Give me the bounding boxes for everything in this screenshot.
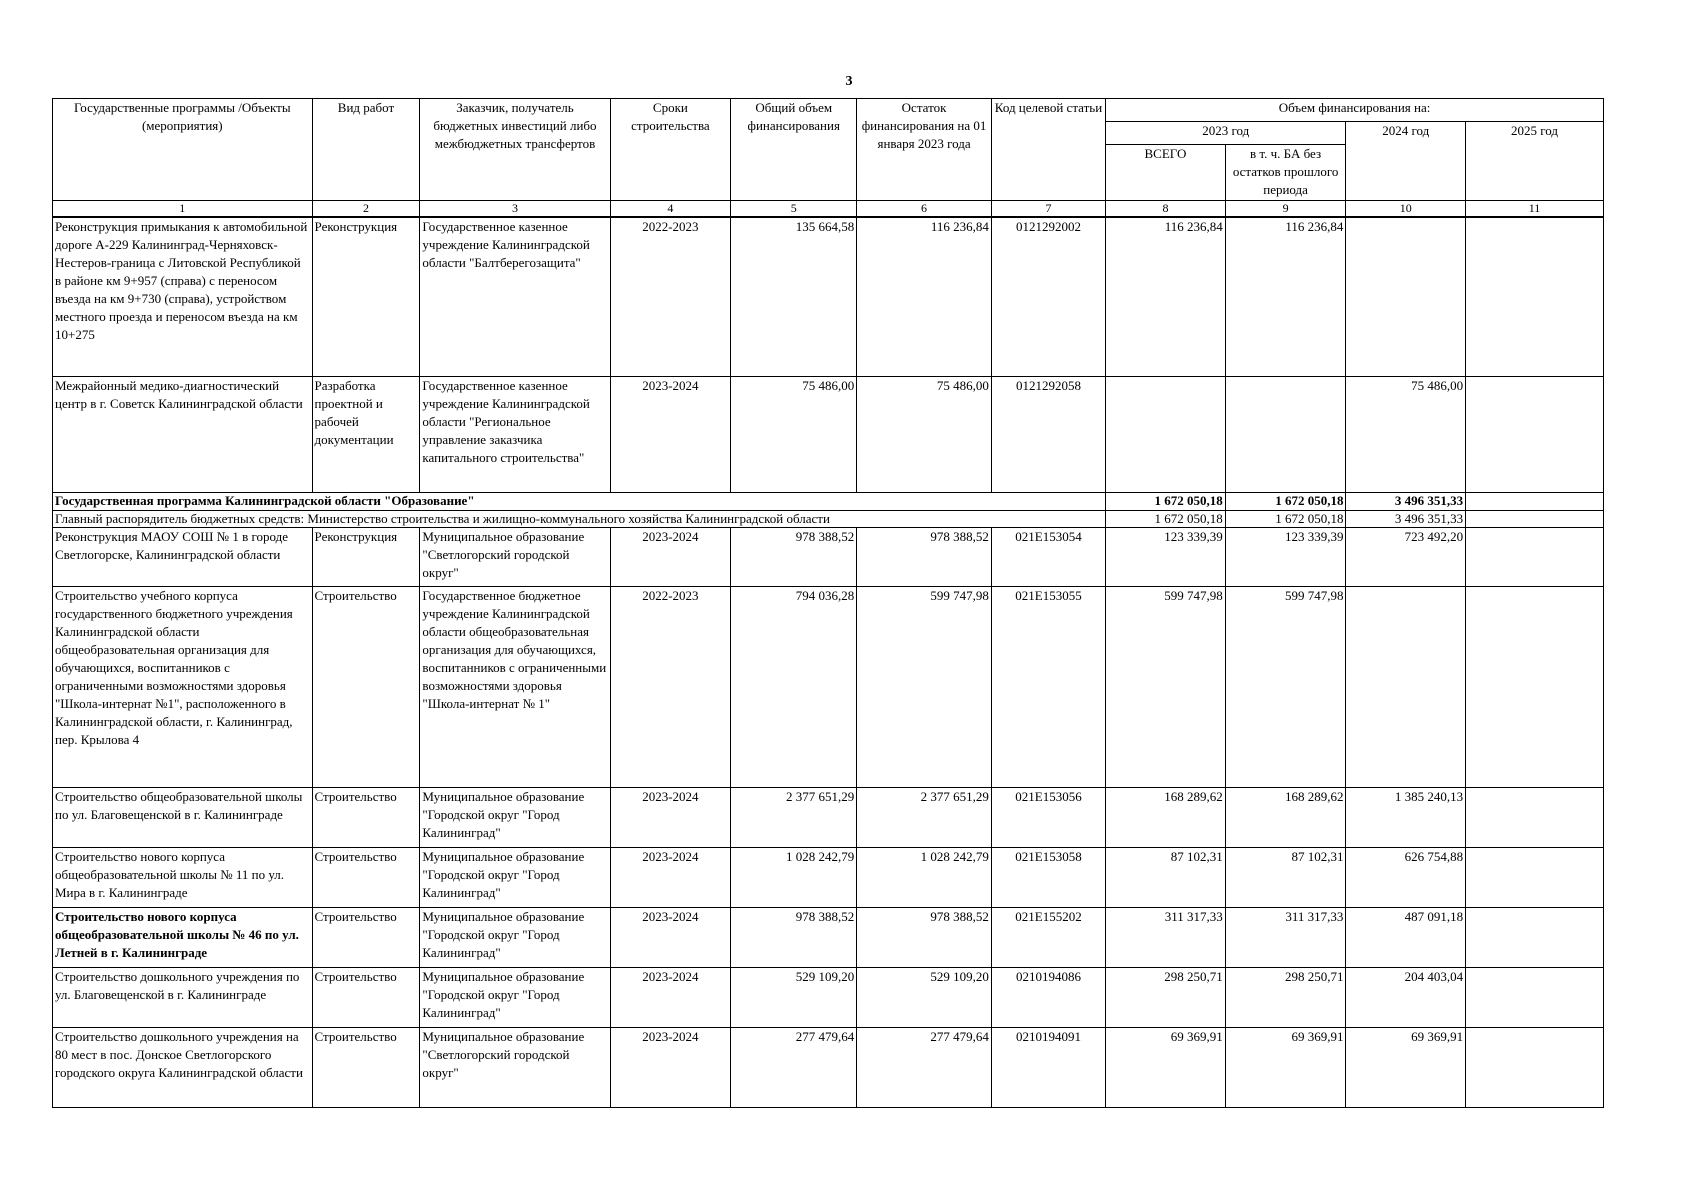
terms: 2023-2024: [610, 377, 731, 493]
work-type: Реконструкция: [312, 217, 420, 376]
total-financing: 75 486,00: [731, 377, 857, 493]
y2023-ba: 87 102,31: [1225, 848, 1346, 908]
remainder: 978 388,52: [857, 528, 992, 587]
program-title: Государственная программа Калининградской области "Образование": [53, 493, 1106, 511]
total-financing: 978 388,52: [731, 908, 857, 968]
table-row: [53, 217, 1604, 376]
customer: Государственное бюджетное учреждение Калининградской области общеобразовательная организация для обучающихся, воспитанников с ограниченными возможностями здоровья "Школа-интернат № 1": [420, 587, 610, 788]
remainder: 75 486,00: [857, 377, 992, 493]
y2023-all: 599 747,98: [1106, 587, 1226, 788]
table-row: [53, 788, 1604, 848]
header-customer: Заказчик, получатель бюджетных инвестиций либо межбюджетных трансфертов: [420, 99, 610, 201]
table-row: [53, 1028, 1604, 1108]
terms: 2023-2024: [610, 908, 731, 968]
object-name: Строительство нового корпуса общеобразовательной школы № 11 по ул. Мира в г. Калининграде: [53, 848, 313, 908]
y2025: [1466, 848, 1604, 908]
object-name: Межрайонный медико-диагностический центр в г. Советск Калининградской области: [53, 377, 313, 493]
work-type: Строительство: [312, 968, 420, 1028]
table-row: [53, 848, 1604, 908]
work-type: Строительство: [312, 788, 420, 848]
customer: Государственное казенное учреждение Калининградской области "Балтберегозащита": [420, 217, 610, 376]
total-financing: 2 377 651,29: [731, 788, 857, 848]
object-name: Строительство общеобразовательной школы по ул. Благовещенской в г. Калининграде: [53, 788, 313, 848]
y2023-all: 69 369,91: [1106, 1028, 1226, 1108]
remainder: 277 479,64: [857, 1028, 992, 1108]
column-numbers-row: [53, 201, 1604, 218]
header-2023-ba: в т. ч. БА без остатков прошлого периода: [1225, 144, 1346, 201]
y2024: 723 492,20: [1346, 528, 1466, 587]
manager-y2023-ba: 1 672 050,18: [1225, 510, 1346, 528]
terms: 2023-2024: [610, 968, 731, 1028]
y2024: 204 403,04: [1346, 968, 1466, 1028]
total-financing: 794 036,28: [731, 587, 857, 788]
financing-table: [52, 98, 1604, 1108]
object-name: Строительство нового корпуса общеобразовательной школы № 46 по ул. Летней в г. Калининграде: [53, 908, 313, 968]
column-number: 10: [1346, 201, 1466, 218]
y2023-all: 87 102,31: [1106, 848, 1226, 908]
customer: Муниципальное образование "Городской округ "Город Калининград": [420, 848, 610, 908]
program-row: [53, 493, 1604, 511]
y2023-all: 168 289,62: [1106, 788, 1226, 848]
target-code: 021E153058: [991, 848, 1105, 908]
column-number: 5: [731, 201, 857, 218]
y2024: 487 091,18: [1346, 908, 1466, 968]
y2023-all: 123 339,39: [1106, 528, 1226, 587]
target-code: 021E153054: [991, 528, 1105, 587]
remainder: 116 236,84: [857, 217, 992, 376]
y2025: [1466, 528, 1604, 587]
customer: Муниципальное образование "Светлогорский городской округ": [420, 528, 610, 587]
terms: 2023-2024: [610, 848, 731, 908]
header-work-type: Вид работ: [312, 99, 420, 201]
remainder: 529 109,20: [857, 968, 992, 1028]
column-number: 9: [1225, 201, 1346, 218]
manager-y2023-all: 1 672 050,18: [1106, 510, 1226, 528]
total-financing: 978 388,52: [731, 528, 857, 587]
y2023-ba: 123 339,39: [1225, 528, 1346, 587]
work-type: Строительство: [312, 587, 420, 788]
target-code: 0210194086: [991, 968, 1105, 1028]
target-code: 0210194091: [991, 1028, 1105, 1108]
manager-y2024: 3 496 351,33: [1346, 510, 1466, 528]
terms: 2022-2023: [610, 587, 731, 788]
table-row: [53, 587, 1604, 788]
column-number: 4: [610, 201, 731, 218]
terms: 2023-2024: [610, 528, 731, 587]
column-number: 6: [857, 201, 992, 218]
header-total: Общий объем финансирования: [731, 99, 857, 201]
work-type: Строительство: [312, 848, 420, 908]
target-code: 021E153055: [991, 587, 1105, 788]
page-number: 3: [845, 74, 853, 89]
terms: 2023-2024: [610, 788, 731, 848]
y2024: [1346, 217, 1466, 376]
y2025: [1466, 788, 1604, 848]
manager-row: [53, 510, 1604, 528]
y2023-all: [1106, 377, 1226, 493]
table-row: [53, 968, 1604, 1028]
y2023-all: 311 317,33: [1106, 908, 1226, 968]
y2024: 69 369,91: [1346, 1028, 1466, 1108]
remainder: 2 377 651,29: [857, 788, 992, 848]
header-2025: 2025 год: [1466, 121, 1604, 201]
program-y2024: 3 496 351,33: [1346, 493, 1466, 511]
header-terms: Сроки строительства: [610, 99, 731, 201]
remainder: 1 028 242,79: [857, 848, 992, 908]
header-code: Код целевой статьи: [991, 99, 1105, 201]
y2023-ba: 69 369,91: [1225, 1028, 1346, 1108]
header-row: [53, 99, 1604, 122]
work-type: Строительство: [312, 1028, 420, 1108]
terms: 2022-2023: [610, 217, 731, 376]
manager-y2025: [1466, 510, 1604, 528]
target-code: 021E153056: [991, 788, 1105, 848]
customer: Муниципальное образование "Городской округ "Город Калининград": [420, 788, 610, 848]
terms: 2023-2024: [610, 1028, 731, 1108]
total-financing: 135 664,58: [731, 217, 857, 376]
y2023-ba: 599 747,98: [1225, 587, 1346, 788]
y2023-ba: [1225, 377, 1346, 493]
table-row: [53, 908, 1604, 968]
object-name: Строительство учебного корпуса государственного бюджетного учреждения Калининградской области общеобразовательная организация для обучающихся, воспитанников с ограниченными возможностями здоровья "Школа-интернат №1", расположенного в Калининградской области, г. Калининград, пер. Крылова 4: [53, 587, 313, 788]
work-type: Разработка проектной и рабочей документации: [312, 377, 420, 493]
y2023-ba: 311 317,33: [1225, 908, 1346, 968]
column-number: 3: [420, 201, 610, 218]
y2023-all: 298 250,71: [1106, 968, 1226, 1028]
y2025: [1466, 908, 1604, 968]
column-number: 7: [991, 201, 1105, 218]
y2024: 1 385 240,13: [1346, 788, 1466, 848]
object-name: Строительство дошкольного учреждения на 80 мест в пос. Донское Светлогорского городского округа Калининградской области: [53, 1028, 313, 1108]
total-financing: 277 479,64: [731, 1028, 857, 1108]
y2024: 75 486,00: [1346, 377, 1466, 493]
column-number: 1: [53, 201, 313, 218]
program-y2025: [1466, 493, 1604, 511]
customer: Муниципальное образование "Светлогорский городской округ": [420, 1028, 610, 1108]
y2025: [1466, 1028, 1604, 1108]
column-number: 8: [1106, 201, 1226, 218]
header-remainder: Остаток финансирования на 01 января 2023 года: [857, 99, 992, 201]
customer: Муниципальное образование "Городской округ "Город Калининград": [420, 908, 610, 968]
y2023-ba: 168 289,62: [1225, 788, 1346, 848]
object-name: Реконструкция примыкания к автомобильной дороге А-229 Калининград-Черняховск-Нестеров-граница с Литовской Республикой в районе км 9+957 (справа) с переносом въезда на км 9+730 (справа), устройством местного проезда и переносом въезда на км 10+275: [53, 217, 313, 376]
y2025: [1466, 377, 1604, 493]
header-funding: Объем финансирования на:: [1106, 99, 1604, 122]
column-number: 2: [312, 201, 420, 218]
object-name: Реконструкция МАОУ СОШ № 1 в городе Светлогорске, Калининградской области: [53, 528, 313, 587]
column-number: 11: [1466, 201, 1604, 218]
header-2024: 2024 год: [1346, 121, 1466, 201]
target-code: 021E155202: [991, 908, 1105, 968]
y2025: [1466, 217, 1604, 376]
header-2023-all: ВСЕГО: [1106, 144, 1226, 201]
total-financing: 529 109,20: [731, 968, 857, 1028]
work-type: Строительство: [312, 908, 420, 968]
object-name: Строительство дошкольного учреждения по ул. Благовещенской в г. Калининграде: [53, 968, 313, 1028]
work-type: Реконструкция: [312, 528, 420, 587]
table-row: [53, 377, 1604, 493]
manager-title: Главный распорядитель бюджетных средств: Министерство строительства и жилищно-коммунального хозяйства Калининградской области: [53, 510, 1106, 528]
header-2023: 2023 год: [1106, 121, 1346, 144]
y2024: 626 754,88: [1346, 848, 1466, 908]
target-code: 0121292002: [991, 217, 1105, 376]
y2023-ba: 298 250,71: [1225, 968, 1346, 1028]
header-programs: Государственные программы /Объекты (мероприятия): [53, 99, 313, 201]
table-row: [53, 528, 1604, 587]
total-financing: 1 028 242,79: [731, 848, 857, 908]
target-code: 0121292058: [991, 377, 1105, 493]
customer: Государственное казенное учреждение Калининградской области "Региональное управление заказчика капитального строительства": [420, 377, 610, 493]
program-y2023-all: 1 672 050,18: [1106, 493, 1226, 511]
remainder: 599 747,98: [857, 587, 992, 788]
remainder: 978 388,52: [857, 908, 992, 968]
y2025: [1466, 587, 1604, 788]
y2024: [1346, 587, 1466, 788]
y2023-ba: 116 236,84: [1225, 217, 1346, 376]
y2025: [1466, 968, 1604, 1028]
customer: Муниципальное образование "Городской округ "Город Калининград": [420, 968, 610, 1028]
program-y2023-ba: 1 672 050,18: [1225, 493, 1346, 511]
y2023-all: 116 236,84: [1106, 217, 1226, 376]
